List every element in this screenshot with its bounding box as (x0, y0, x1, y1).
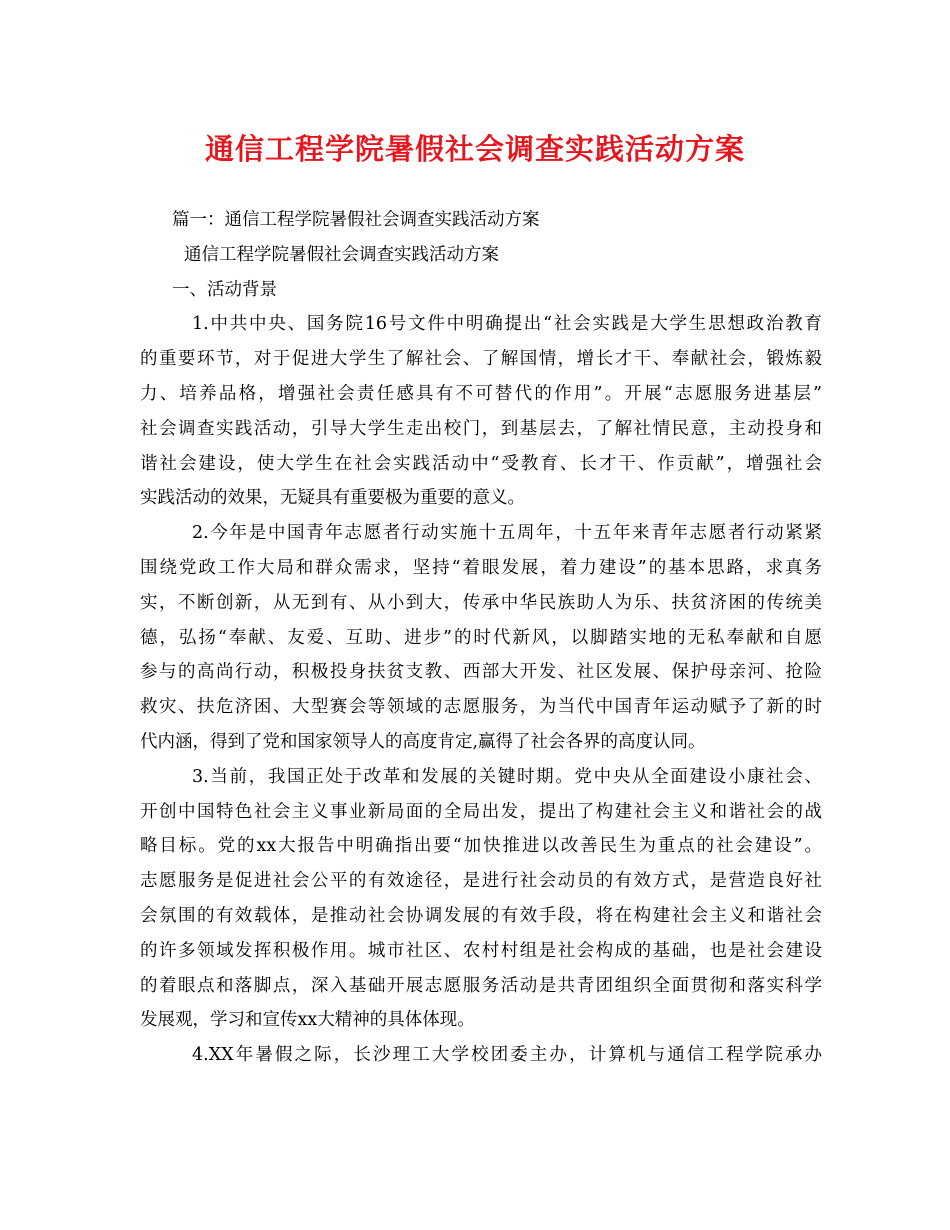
paragraph-line: 略目标。党的xx大报告中明确指出要“加快推进以改善民生为重点的社会建设”。 (140, 836, 822, 857)
paragraph-first-line: 1.中共中央、国务院16号文件中明确提出“社会实践是大学生思想政治教育 (192, 314, 822, 335)
paragraph-line: 的许多领域发挥积极作用。城市社区、农村村组是社会构成的基础，也是社会建设 (140, 940, 822, 961)
section-heading: 篇一：通信工程学院暑假社会调查实践活动方案 (172, 210, 540, 230)
paragraph-first-line: 4.XX年暑假之际，长沙理工大学校团委主办，计算机与通信工程学院承办 (192, 1045, 822, 1066)
paragraph-line: 志愿服务是促进社会公平的有效途径，是进行社会动员的有效方式，是营造良好社 (140, 871, 822, 892)
paragraph-line: 德，弘扬“奉献、友爱、互助、进步”的时代新风，以脚踏实地的无私奉献和自愿 (140, 627, 822, 648)
paragraph-first-line: 2.今年是中国青年志愿者行动实施十五周年，十五年来青年志愿者行动紧紧 (192, 523, 822, 544)
paragraph-line: 开创中国特色社会主义事业新局面的全局出发，提出了构建社会主义和谐社会的战 (140, 801, 822, 822)
document-body (140, 203, 822, 1073)
paragraph-line: 力、培养品格，增强社会责任感具有不可替代的作用”。开展“志愿服务进基层” (140, 383, 822, 404)
paragraph-line: 实，不断创新，从无到有、从小到大，传承中华民族助人为乐、扶贫济困的传统美 (140, 592, 822, 613)
paragraph-first-line: 3.当前，我国正处于改革和发展的关键时期。党中央从全面建设小康社会、 (192, 766, 822, 787)
paragraph-line: 会氛围的有效载体，是推动社会协调发展的有效手段，将在构建社会主义和谐社会 (140, 905, 822, 926)
paragraph-line: 的着眼点和落脚点，深入基础开展志愿服务活动是共青团组织全面贯彻和落实科学 (140, 975, 822, 996)
section-heading-background: 一、活动背景 (172, 279, 277, 300)
paragraph-line: 救灾、扶危济困、大型赛会等领域的志愿服务，为当代中国青年运动赋予了新的时 (140, 697, 822, 718)
paragraph-line: 参与的高尚行动，积极投身扶贫支教、西部大开发、社区发展、保护母亲河、抢险 (140, 662, 822, 683)
paragraph-line: 围绕党政工作大局和群众需求，坚持“着眼发展，着力建设”的基本思路，求真务 (140, 557, 822, 578)
paragraph-last-line: 实践活动的效果，无疑具有重要极为重要的意义。 (140, 488, 525, 509)
paragraph-line: 谐社会建设，使大学生在社会实践活动中“受教育、长才干、作贡献”，增强社会 (140, 453, 822, 474)
document-subtitle: 通信工程学院暑假社会调查实践活动方案 (184, 244, 499, 265)
document-title: 通信工程学院暑假社会调查实践活动方案 (204, 132, 745, 166)
paragraph-line: 社会调查实践活动，引导大学生走出校门，到基层去，了解社情民意，主动投身和 (140, 418, 822, 439)
paragraph-last-line: 发展观，学习和宣传xx大精神的具体体现。 (140, 1010, 475, 1031)
paragraph-line: 的重要环节，对于促进大学生了解社会、了解国情，增长才干、奉献社会，锻炼毅 (140, 349, 822, 370)
paragraph-last-line: 代内涵，得到了党和国家领导人的高度肯定,赢得了社会各界的高度认同。 (140, 731, 706, 752)
